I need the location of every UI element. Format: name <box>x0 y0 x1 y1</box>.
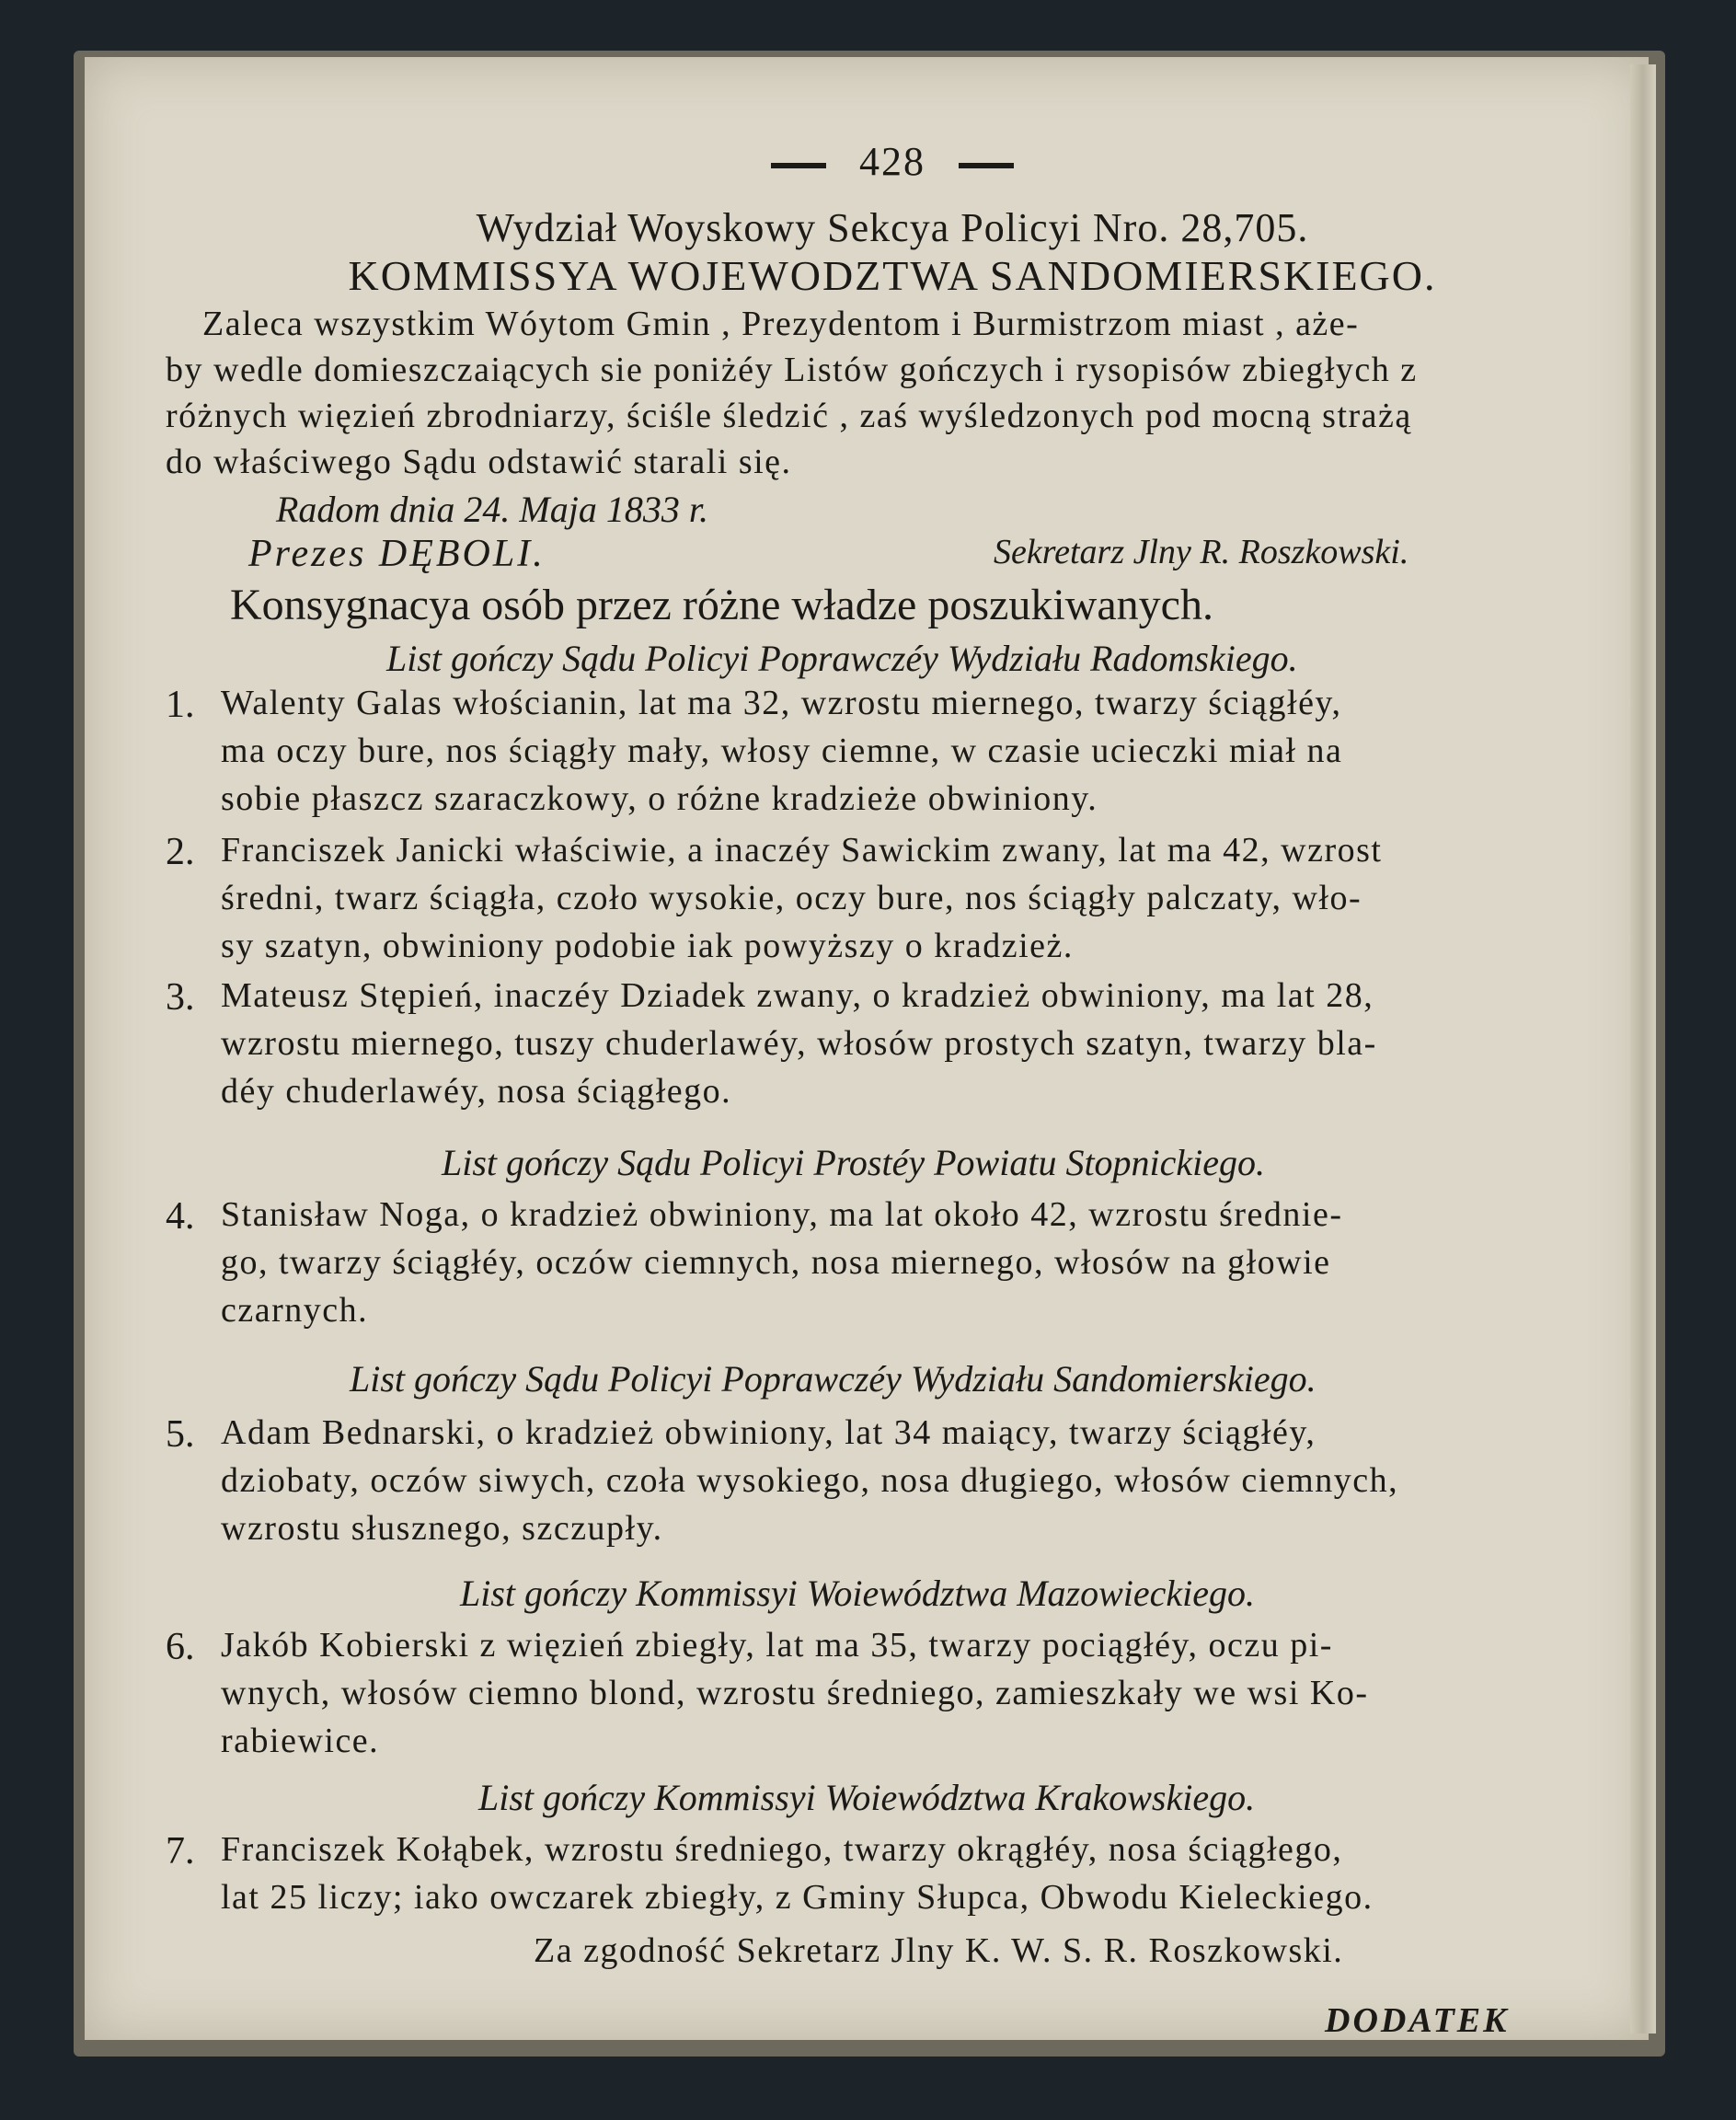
page-number: 428 <box>859 139 925 184</box>
intro-line-3: różnych więzień zbrodniarzy, ściśle śledzić , zaś wyśledzonych pod mocną strażą <box>166 397 1412 435</box>
section-heading-5: List gończy Kommissyi Woiewództwa Krakowskiego. <box>478 1777 1256 1818</box>
dash-right <box>959 163 1014 168</box>
catchword: DODATEK <box>1325 2001 1510 2040</box>
entry-7-line-2: lat 25 liczy; iako owczarek zbiegły, z Gminy Słupca, Obwodu Kieleckiego. <box>221 1878 1374 1917</box>
entry-3-line-1: Mateusz Stępień, inaczéy Dziadek zwany, o kradzież obwiniony, ma lat 28, <box>221 976 1374 1015</box>
entry-2-line-2: średni, twarz ściągła, czoło wysokie, oczy bure, nos ściągły palczaty, wło- <box>221 879 1362 917</box>
signature-sekretarz: Sekretarz Jlny R. Roszkowski. <box>994 533 1409 571</box>
entry-number-2: 2. <box>166 831 195 873</box>
entry-5-line-1: Adam Bednarski, o kradzież obwiniony, lat 34 maiący, twarzy ściągłéy, <box>221 1413 1316 1452</box>
entry-number-7: 7. <box>166 1830 195 1872</box>
entry-4-line-2: go, twarzy ściągłéy, oczów ciemnych, nosa miernego, włosów na głowie <box>221 1243 1331 1282</box>
entry-number-3: 3. <box>166 976 195 1019</box>
page-number-line <box>166 138 1619 185</box>
intro-line-2: by wedle domieszczaiących sie poniżéy Listów gończych i rysopisów zbiegłych z <box>166 351 1418 389</box>
entry-number-5: 5. <box>166 1413 195 1456</box>
entry-1-line-2: ma oczy bure, nos ściągły mały, włosy ciemne, w czasie ucieczki miał na <box>221 732 1343 770</box>
entry-number-6: 6. <box>166 1626 195 1668</box>
section-heading-4: List gończy Kommissyi Woiewództwa Mazowieckiego. <box>460 1573 1256 1614</box>
entry-2-line-1: Franciszek Janicki właściwie, a inaczéy Sawickim zwany, lat ma 42, wzrost <box>221 831 1383 870</box>
entry-2-line-3: sy szatyn, obwiniony podobie iak powyższy o kradzież. <box>221 927 1074 965</box>
section-heading-3: List gończy Sądu Policyi Poprawczéy Wydziału Sandomierskiego. <box>350 1358 1316 1400</box>
page-edge <box>1630 64 1656 2034</box>
date-line: Radom dnia 24. Maja 1833 r. <box>276 489 708 530</box>
entry-5-line-3: wzrostu słusznego, szczupły. <box>221 1509 663 1548</box>
section-heading-1: List gończy Sądu Policyi Poprawczéy Wydziału Radomskiego. <box>386 638 1298 679</box>
entry-1-line-1: Walenty Galas włościanin, lat ma 32, wzrostu miernego, twarzy ściągłéy, <box>221 684 1342 722</box>
header-line-1: Wydział Woyskowy Sekcya Policyi Nro. 28,705. <box>476 205 1309 250</box>
header-line-2: KOMMISSYA WOJEWODZTWA SANDOMIERSKIEGO. <box>348 252 1437 299</box>
dash-left <box>771 163 826 168</box>
entry-6-line-1: Jakób Kobierski z więzień zbiegły, lat ma 35, twarzy pociągłéy, oczu pi- <box>221 1626 1333 1665</box>
main-title: Konsygnacya osób przez różne władze poszukiwanych. <box>230 581 1213 629</box>
entry-1-line-3: sobie płaszcz szaraczkowy, o różne kradzieże obwiniony. <box>221 779 1098 818</box>
section-heading-2: List gończy Sądu Policyi Prostéy Powiatu Stopnickiego. <box>442 1142 1266 1183</box>
intro-line-1: Zaleca wszystkim Wóytom Gmin , Prezydentom i Burmistrzom miast , aże- <box>202 305 1360 343</box>
entry-4-line-3: czarnych. <box>221 1291 369 1330</box>
entry-number-4: 4. <box>166 1195 195 1238</box>
entry-4-line-1: Stanisław Noga, o kradzież obwiniony, ma lat około 42, wzrostu średnie- <box>221 1195 1343 1234</box>
signature-prezes: Prezes DĘBOLI. <box>248 533 546 575</box>
entry-7-line-1: Franciszek Kołąbek, wzrostu średniego, twarzy okrągłéy, nosa ściągłego, <box>221 1830 1343 1869</box>
entry-3-line-3: déy chuderlawéy, nosa ściągłego. <box>221 1072 732 1111</box>
attestation: Za zgodność Sekretarz Jlny K. W. S. R. Roszkowski. <box>534 1931 1344 1970</box>
intro-line-4: do właściwego Sądu odstawić starali się. <box>166 443 792 481</box>
entry-6-line-3: rabiewice. <box>221 1722 380 1760</box>
entry-3-line-2: wzrostu miernego, tuszy chuderlawéy, włosów prostych szatyn, twarzy bla- <box>221 1024 1377 1063</box>
entry-6-line-2: wnych, włosów ciemno blond, wzrostu średniego, zamieszkały we wsi Ko- <box>221 1674 1369 1712</box>
entry-number-1: 1. <box>166 684 195 726</box>
entry-5-line-2: dziobaty, oczów siwych, czoła wysokiego, nosa długiego, włosów ciemnych, <box>221 1461 1399 1500</box>
